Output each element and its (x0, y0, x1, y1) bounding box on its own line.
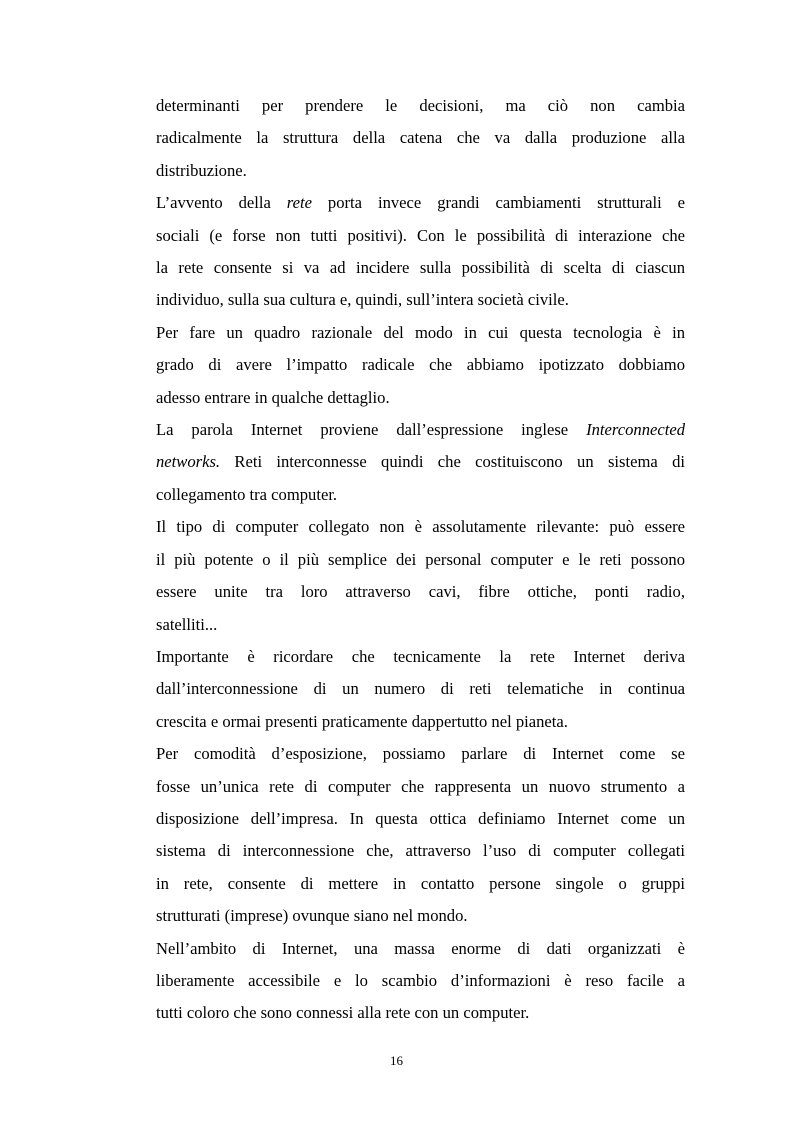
paragraph (156, 187, 685, 317)
text-line: Il tipo di computer collegato non è assolutamente rilevante: può essere (156, 517, 685, 537)
text-line: il più potente o il più semplice dei personal computer e le reti possono (156, 549, 685, 569)
text-line: Per fare un quadro razionale del modo in cui questa tecnologia è in (156, 322, 685, 342)
text-line (156, 414, 685, 446)
italic-term: networks. (156, 452, 221, 472)
paragraph (156, 738, 685, 932)
text-line: dall’interconnessione di un numero di reti telematiche in continua (156, 679, 685, 699)
text-segment: La parola Internet proviene dall’espressione inglese (156, 420, 587, 440)
text-line: sociali (e forse non tutti positivi). Con le possibilità di interazione che (156, 225, 685, 245)
document-body (156, 90, 685, 1030)
text-line: essere unite tra loro attraverso cavi, fibre ottiche, ponti radio, (156, 582, 685, 602)
text-line: satelliti... (156, 614, 218, 634)
paragraph (156, 317, 685, 414)
text-line: individuo, sulla sua cultura e, quindi, sull’intera società civile. (156, 290, 569, 310)
text-line: la rete consente si va ad incidere sulla possibilità di scelta di ciascun (156, 258, 685, 278)
paragraph (156, 414, 685, 511)
text-line: Importante è ricordare che tecnicamente la rete Internet deriva (156, 646, 685, 666)
page-number: 16 (390, 1053, 403, 1068)
paragraph (156, 511, 685, 641)
text-line: strutturati (imprese) ovunque siano nel mondo. (156, 906, 468, 926)
text-line: radicalmente la struttura della catena che va dalla produzione alla (156, 128, 685, 148)
text-segment: porta invece grandi cambiamenti strutturali e (311, 193, 685, 213)
italic-term: rete (286, 193, 312, 213)
paragraph (156, 933, 685, 1030)
text-line: tutti coloro che sono connessi alla rete con un computer. (156, 1003, 530, 1023)
text-line: determinanti per prendere le decisioni, ma ciò non cambia (156, 96, 685, 115)
paragraph (156, 90, 685, 187)
text-line: in rete, consente di mettere in contatto persone singole o gruppi (156, 873, 685, 893)
text-line: Nell’ambito di Internet, una massa enorme di dati organizzati è (156, 938, 685, 958)
text-line: Per comodità d’esposizione, possiamo parlare di Internet come se (156, 744, 685, 764)
text-line: adesso entrare in qualche dettaglio. (156, 387, 390, 407)
text-line (156, 187, 685, 219)
text-line: distribuzione. (156, 160, 247, 180)
text-line: grado di avere l’impatto radicale che abbiamo ipotizzato dobbiamo (156, 355, 685, 375)
text-line (156, 446, 685, 478)
text-line: disposizione dell’impresa. In questa ottica definiamo Internet come un (156, 808, 685, 828)
text-line: liberamente accessibile e lo scambio d’informazioni è reso facile a (156, 970, 685, 990)
text-line: sistema di interconnessione che, attraverso l’uso di computer collegati (156, 841, 685, 861)
text-segment: Reti interconnesse quindi che costituiscono un sistema di (220, 452, 685, 472)
text-line: fosse un’unica rete di computer che rappresenta un nuovo strumento a (156, 776, 685, 796)
text-line: collegamento tra computer. (156, 484, 338, 504)
paragraph (156, 641, 685, 738)
text-line: crescita e ormai presenti praticamente dappertutto nel pianeta. (156, 711, 568, 731)
italic-term: Interconnected (586, 420, 685, 440)
text-segment: L’avvento della (156, 193, 287, 213)
